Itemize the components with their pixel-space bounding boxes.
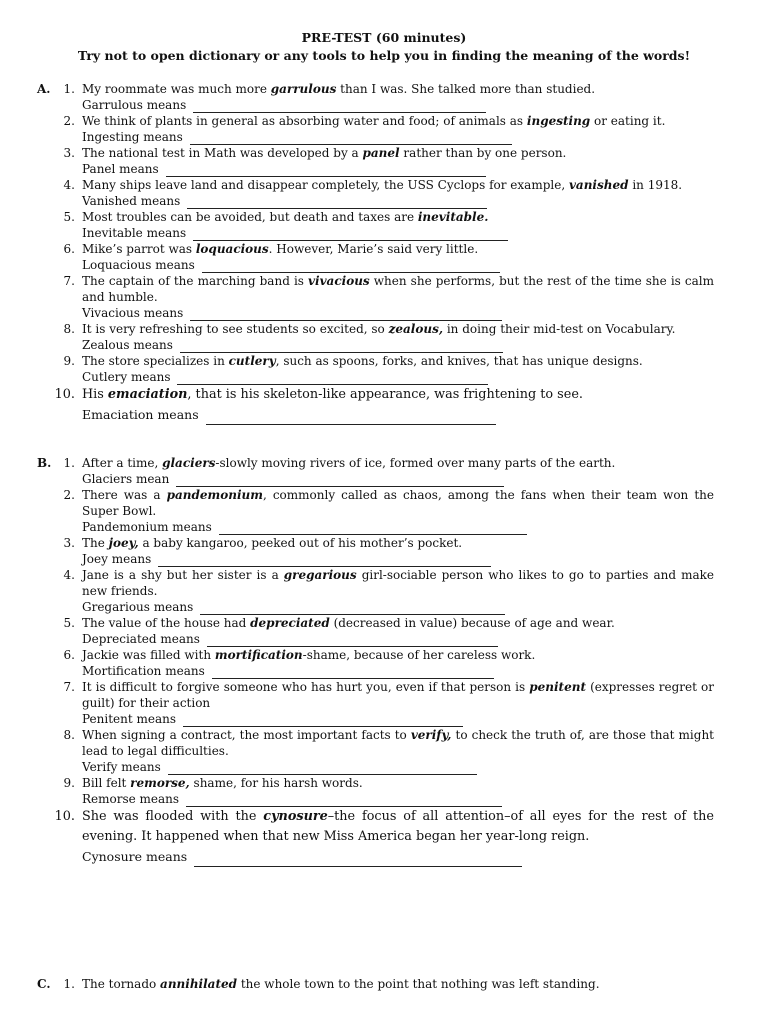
vocabulary-word: emaciation [107, 387, 188, 402]
section-b [0, 455, 768, 867]
question-item [0, 273, 768, 321]
sentence-text: It is difficult to forgive someone who has hurt you, even if that person is [82, 680, 530, 694]
question-sentence [82, 113, 714, 129]
sentence-text: The value of the house had [82, 616, 251, 630]
question-number: 2. [63, 488, 75, 502]
question-item [0, 353, 768, 385]
answer-label: Loquacious means [82, 258, 199, 272]
question-item [0, 615, 768, 647]
question-sentence [82, 567, 714, 599]
answer-blank[interactable] [193, 101, 486, 113]
answer-blank[interactable] [177, 373, 488, 385]
answer-label: Ingesting means [82, 130, 187, 144]
answer-line [82, 257, 768, 273]
answer-label: Pandemonium means [82, 520, 216, 534]
question-item [0, 807, 768, 867]
question-number: 9. [63, 354, 75, 368]
question-item [0, 775, 768, 807]
sentence-text: than I was. She talked more than studied. [336, 82, 596, 96]
sentence-text: shame, for his harsh words. [189, 776, 363, 790]
answer-label: Emaciation means [82, 407, 203, 422]
question-item [0, 241, 768, 273]
answer-blank[interactable] [183, 715, 463, 727]
answer-line [82, 161, 768, 177]
item-list [0, 976, 768, 992]
question-item [0, 385, 768, 425]
question-number: 6. [63, 648, 75, 662]
sentence-text: The captain of the marching band is [82, 274, 309, 288]
question-sentence [82, 145, 714, 161]
answer-line [82, 847, 768, 867]
answer-label: Vivacious means [82, 306, 188, 320]
section-c [0, 976, 768, 992]
answer-line [82, 471, 768, 487]
answer-label: Joey means [82, 552, 156, 566]
sentence-text: Mike’s parrot was [82, 242, 196, 256]
answer-label: Mortification means [82, 664, 209, 678]
answer-blank[interactable] [206, 413, 496, 425]
section-label: B. [37, 456, 52, 470]
answer-label: Vanished means [82, 194, 185, 208]
question-number: 9. [63, 776, 75, 790]
answer-line [82, 551, 768, 567]
answer-label: Depreciated means [82, 632, 204, 646]
question-sentence [82, 647, 714, 663]
answer-line [82, 663, 768, 679]
question-item [0, 81, 768, 113]
answer-label: Garrulous means [82, 98, 191, 112]
answer-blank[interactable] [166, 165, 486, 177]
question-sentence [82, 385, 714, 405]
answer-blank[interactable] [193, 229, 508, 241]
vocabulary-word: vivacious [308, 274, 370, 288]
sentence-text: The tornado [82, 977, 161, 991]
answer-line [82, 193, 768, 209]
answer-line [82, 599, 768, 615]
question-number: 1. [63, 456, 75, 470]
vocabulary-word: cutlery [228, 354, 276, 368]
question-sentence [82, 487, 714, 519]
vocabulary-word: loquacious [195, 242, 269, 256]
answer-line [82, 129, 768, 145]
vocabulary-word: mortification [214, 648, 303, 662]
sentence-text: –the focus of all attention–of all eyes for the rest of the evening. It happened when that new Miss America began her year-long reign. [82, 809, 714, 844]
section-label: A. [37, 82, 51, 96]
question-number: 2. [63, 114, 75, 128]
question-number: 10. [54, 387, 75, 402]
answer-blank[interactable] [207, 635, 498, 647]
answer-line [82, 791, 768, 807]
vocabulary-word: verify, [410, 728, 452, 742]
sentence-text: (decreased in value) because of age and wear. [329, 616, 615, 630]
page-title: PRE-TEST (60 minutes) [301, 30, 467, 45]
sentence-text: , commonly called as chaos, among the fans when their team won the Super Bowl. [82, 488, 714, 518]
sentence-text: She was flooded with the [82, 809, 264, 824]
answer-blank[interactable] [158, 555, 491, 567]
question-sentence [82, 81, 714, 97]
sentence-text: After a time, [82, 456, 163, 470]
sentence-text: When signing a contract, the most important facts to [82, 728, 411, 742]
sentence-text: , that is his skeleton-like appearance, was frightening to see. [187, 387, 583, 402]
sentence-text: The store specializes in [82, 354, 229, 368]
sentence-text: a baby kangaroo, peeked out of his mother’s pocket. [138, 536, 463, 550]
question-number: 8. [63, 322, 75, 336]
question-sentence [82, 727, 714, 759]
question-number: 1. [63, 82, 75, 96]
section-a [0, 81, 768, 425]
sentence-text: There was a [82, 488, 167, 502]
sentence-text: rather than by one person. [399, 146, 567, 160]
question-sentence [82, 353, 714, 369]
sentence-text: when she performs, but the rest of the time she is calm and humble. [82, 274, 714, 304]
answer-label: Inevitable means [82, 226, 190, 240]
page-instructions: Try not to open dictionary or any tools to help you in finding the meaning of the words! [77, 48, 691, 63]
answer-label: Remorse means [82, 792, 183, 806]
question-number: 10. [54, 809, 75, 824]
question-number: 3. [63, 146, 75, 160]
answer-blank[interactable] [212, 667, 494, 679]
item-list [0, 81, 768, 425]
answer-line [82, 519, 768, 535]
sentence-text: -shame, because of her careless work. [302, 648, 536, 662]
vocabulary-word: joey, [108, 536, 139, 550]
vocabulary-word: glaciers [162, 456, 216, 470]
sentence-text: to check the truth of, are those that might lead to legal difficulties. [82, 728, 714, 758]
answer-blank[interactable] [200, 603, 505, 615]
vocabulary-word: pandemonium [166, 488, 263, 502]
answer-line [82, 711, 768, 727]
sentence-text: Bill felt [82, 776, 131, 790]
sentence-text: or eating it. [590, 114, 666, 128]
vocabulary-word: ingesting [526, 114, 591, 128]
sentence-text: -slowly moving rivers of ice, formed over many parts of the earth. [215, 456, 616, 470]
question-item [0, 487, 768, 535]
sentence-text: (expresses regret or guilt) for their action [82, 680, 714, 710]
question-item [0, 976, 768, 992]
vocabulary-word: cynosure [263, 809, 328, 824]
answer-line [82, 405, 768, 425]
vocabulary-word: inevitable. [417, 210, 489, 224]
answer-blank[interactable] [187, 197, 487, 209]
answer-label: Cynosure means [82, 849, 192, 864]
question-number: 8. [63, 728, 75, 742]
sentence-text: in 1918. [628, 178, 683, 192]
answer-blank[interactable] [176, 475, 504, 487]
answer-blank[interactable] [219, 523, 527, 535]
sentence-text: , such as spoons, forks, and knives, that has unique designs. [275, 354, 643, 368]
vocabulary-word: panel [362, 146, 400, 160]
answer-label: Penitent means [82, 712, 180, 726]
answer-line [82, 305, 768, 321]
vocabulary-word: vanished [568, 178, 629, 192]
question-sentence [82, 273, 714, 305]
question-sentence [82, 775, 714, 791]
question-sentence [82, 177, 714, 193]
answer-blank[interactable] [202, 261, 500, 273]
question-sentence [82, 321, 714, 337]
answer-blank[interactable] [186, 795, 502, 807]
sentence-text: Jackie was filled with [82, 648, 215, 662]
question-number: 7. [63, 680, 75, 694]
vocabulary-word: garrulous [270, 82, 337, 96]
answer-label: Glaciers mean [82, 472, 174, 486]
sentence-text: the whole town to the point that nothing was left standing. [237, 977, 600, 991]
answer-blank[interactable] [180, 341, 503, 353]
answer-blank[interactable] [190, 133, 512, 145]
item-list [0, 455, 768, 867]
question-number: 7. [63, 274, 75, 288]
question-sentence [82, 679, 714, 711]
question-item [0, 535, 768, 567]
sentence-text: . However, Marie’s said very little. [268, 242, 479, 256]
question-number: 4. [63, 568, 75, 582]
question-sentence [82, 241, 714, 257]
question-item [0, 567, 768, 615]
answer-label: Cutlery means [82, 370, 175, 384]
sentence-text: Many ships leave land and disappear completely, the USS Cyclops for example, [82, 178, 569, 192]
sentence-text: The national test in Math was developed by a [82, 146, 363, 160]
answer-blank[interactable] [190, 309, 502, 321]
sentence-text: My roommate was much more [82, 82, 271, 96]
question-item [0, 727, 768, 775]
answer-label: Zealous means [82, 338, 177, 352]
sentence-text: Most troubles can be avoided, but death and taxes are [82, 210, 418, 224]
sentence-text: in doing their mid-test on Vocabulary. [443, 322, 676, 336]
question-number: 1. [63, 977, 75, 991]
answer-line [82, 97, 768, 113]
question-item [0, 177, 768, 209]
answer-blank[interactable] [194, 855, 522, 867]
question-sentence [82, 209, 714, 225]
question-number: 6. [63, 242, 75, 256]
answer-label: Gregarious means [82, 600, 198, 614]
question-number: 3. [63, 536, 75, 550]
question-item [0, 679, 768, 727]
sentence-text: We think of plants in general as absorbing water and food; of animals as [82, 114, 527, 128]
question-number: 4. [63, 178, 75, 192]
question-item [0, 647, 768, 679]
sentence-text: His [82, 387, 108, 402]
sentence-text: girl-sociable person who likes to go to parties and make new friends. [82, 568, 714, 598]
question-item [0, 113, 768, 145]
question-number: 5. [63, 210, 75, 224]
question-item [0, 209, 768, 241]
question-number: 5. [63, 616, 75, 630]
vocabulary-word: gregarious [283, 568, 357, 582]
answer-line [82, 369, 768, 385]
vocabulary-word: depreciated [250, 616, 330, 630]
question-item [0, 455, 768, 487]
vocabulary-word: zealous, [388, 322, 444, 336]
question-sentence [82, 615, 714, 631]
question-item [0, 321, 768, 353]
section-label: C. [37, 977, 51, 991]
vocabulary-word: remorse, [130, 776, 190, 790]
answer-line [82, 759, 768, 775]
vocabulary-word: annihilated [160, 977, 238, 991]
answer-label: Panel means [82, 162, 163, 176]
sentence-text: It is very refreshing to see students so excited, so [82, 322, 389, 336]
question-sentence [82, 807, 714, 847]
sentence-text: The [82, 536, 109, 550]
answer-blank[interactable] [168, 763, 477, 775]
answer-line [82, 337, 768, 353]
answer-line [82, 631, 768, 647]
sentence-text: Jane is a shy but her sister is a [82, 568, 284, 582]
answer-label: Verify means [82, 760, 165, 774]
answer-line [82, 225, 768, 241]
question-item [0, 145, 768, 177]
question-sentence [82, 976, 714, 992]
vocabulary-word: penitent [529, 680, 587, 694]
question-sentence [82, 455, 714, 471]
question-sentence [82, 535, 714, 551]
